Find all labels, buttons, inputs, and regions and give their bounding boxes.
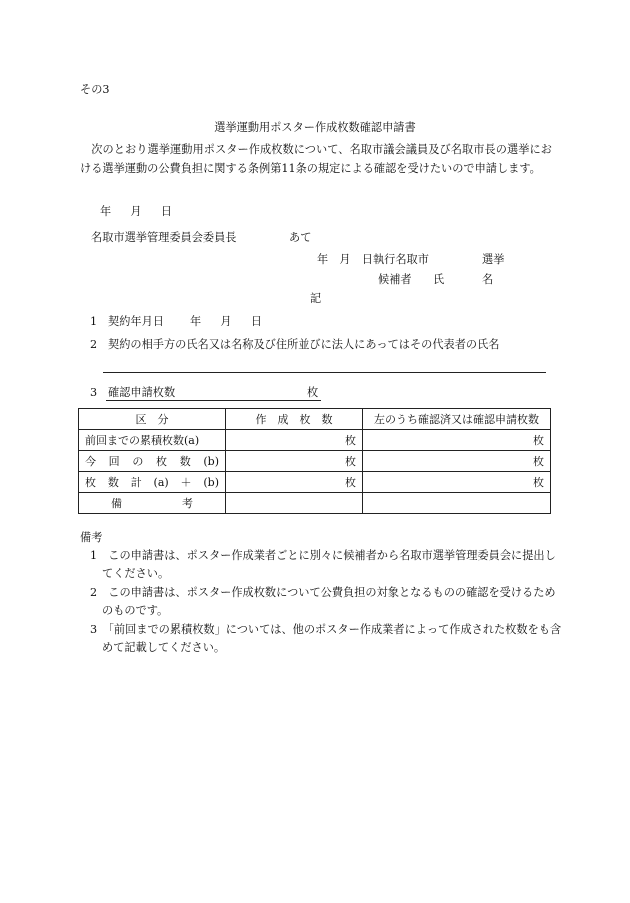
row-confirmed-unit: 枚	[363, 451, 551, 472]
remarks-title: 備考	[80, 531, 103, 544]
row-label: 備考	[79, 493, 226, 514]
remark-note: 3 「前回までの累積枚数」については、他のポスター作成業者によって作成された枚数をも含めて記載してください。	[90, 623, 562, 654]
header-created-count: 作 成 枚 数	[226, 409, 363, 430]
election-date-line: 年 月 日執行名取市	[317, 253, 429, 266]
name-label-mei: 名	[482, 273, 494, 286]
row-confirmed-unit: 枚	[363, 430, 551, 451]
table-row	[79, 451, 551, 472]
header-category: 区 分	[79, 409, 226, 430]
row-label: 枚数計(a)＋(b)	[79, 472, 226, 493]
table-header-row	[79, 409, 551, 430]
item3-number: 3	[90, 386, 98, 399]
item1-date: 年 月 日	[190, 315, 266, 328]
item2-blank-line	[103, 372, 546, 373]
row-confirmed-unit	[363, 493, 551, 514]
remark-note: 2 この申請書は、ポスター作成枚数について公費負担の対象となるものの確認を受けるためのものです。	[90, 586, 556, 617]
item1-number: 1	[90, 315, 98, 328]
item3-label: 確認申請枚数	[108, 386, 176, 399]
intro-paragraph: 次のとおり選挙運動用ポスター作成枚数について、名取市議会議員及び名取市長の選挙における選挙運動の公費負担に関する条例第11条の規定による確認を受けたいので申請します。	[80, 143, 552, 175]
row-label: 前回までの累積枚数(a)	[79, 430, 226, 451]
count-table	[78, 408, 551, 514]
row-created-unit: 枚	[226, 472, 363, 493]
application-date: 年 月 日	[100, 205, 176, 218]
row-created-unit: 枚	[226, 451, 363, 472]
row-created-unit	[226, 493, 363, 514]
item2-number: 2	[90, 338, 98, 351]
item2-label: 契約の相手方の氏名又は名称及び住所並びに法人にあってはその代表者の氏名	[108, 338, 500, 351]
remark-note: 1 この申請書は、ポスター作成業者ごとに別々に候補者から名取市選挙管理委員会に提出してください。	[90, 549, 556, 580]
addressee-name: 名取市選挙管理委員会委員長	[91, 231, 237, 244]
header-confirmed-count: 左のうち確認済又は確認申請枚数	[363, 409, 551, 430]
table-row	[79, 493, 551, 514]
item1-label: 契約年月日	[108, 315, 164, 328]
addressee-suffix: あて	[289, 231, 312, 244]
item3-unit: 枚	[307, 386, 319, 399]
ki-marker: 記	[310, 292, 322, 305]
election-word: 選挙	[482, 253, 505, 266]
document-title: 選挙運動用ポスター作成枚数確認申請書	[214, 121, 416, 134]
table-row	[79, 472, 551, 493]
row-label: 今回の枚数(b)	[79, 451, 226, 472]
form-number: その3	[80, 83, 110, 96]
row-confirmed-unit: 枚	[363, 472, 551, 493]
row-created-unit: 枚	[226, 430, 363, 451]
item3-underline	[106, 400, 321, 401]
candidate-label: 候補者	[378, 273, 412, 286]
name-label-shi: 氏	[433, 273, 445, 286]
table-row	[79, 430, 551, 451]
